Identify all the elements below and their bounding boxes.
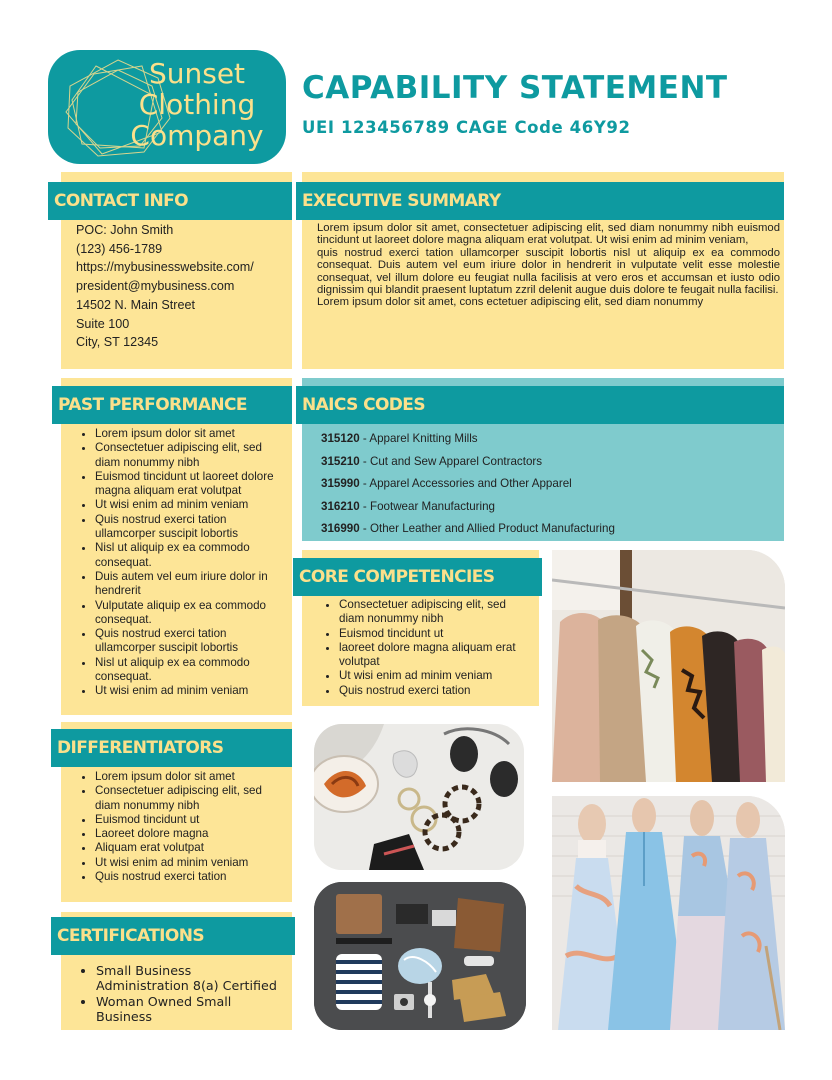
naics-heading: NAICS CODES	[296, 386, 784, 424]
dresses-photo	[552, 796, 785, 1030]
list-item: • Nisl ut aliquip ex ea commodo consequat.	[95, 541, 284, 570]
list-item: • Euismod tincidunt ut	[95, 813, 284, 827]
core-list	[320, 598, 532, 698]
naics-item	[321, 428, 615, 451]
list-item: • Ut wisi enim ad minim veniam	[95, 498, 284, 512]
core-list-wrap	[320, 598, 532, 698]
list-item: • Ut wisi enim ad minim veniam	[339, 669, 532, 683]
naics-label: - Apparel Knitting Mills	[359, 432, 478, 445]
past-performance-list	[76, 427, 284, 699]
contact-address-line-2: Suite 100	[76, 316, 130, 331]
list-item: • Vulputate aliquip ex ea commodo consequat.	[95, 599, 284, 628]
certifications-list	[78, 963, 288, 1024]
logo-line-1: Sunset	[148, 57, 246, 90]
list-item: • Quis nostrud exerci tation	[95, 870, 284, 884]
contact-poc: POC: John Smith	[76, 223, 174, 237]
past-performance-list-wrap	[76, 427, 284, 699]
certifications-list-wrap	[78, 963, 288, 1024]
contact-heading: CONTACT INFO	[48, 182, 292, 220]
list-item: • Laoreet dolore magna	[95, 827, 284, 841]
executive-summary-text	[317, 222, 780, 309]
dresses-image	[552, 796, 785, 1030]
logo-line-2: Clothing	[138, 88, 256, 121]
naics-list	[321, 428, 615, 541]
accessories-image	[314, 724, 524, 870]
list-item: • Consectetuer adipiscing elit, sed diam nonummy nibh	[339, 598, 532, 627]
naics-code: 316990	[321, 522, 360, 535]
naics-label: - Other Leather and Allied Product Manufacturing	[359, 522, 615, 535]
list-item: • Aliquam erat volutpat	[95, 841, 284, 855]
clothing-rack-image	[552, 550, 785, 782]
list-item: • Quis nostrud exerci tation	[339, 684, 532, 698]
company-logo	[48, 50, 286, 164]
list-item: • Small Business Administration 8(a) Certified	[96, 963, 288, 994]
list-item: • laoreet dolore magna aliquam erat volutpat	[339, 641, 532, 670]
executive-paragraph: quis nostrud exerci tation ullamcorper suscipit lobortis nisl ut aliquip ex ea commodo consequat. Duis autem vel eum iriure dolor in hendrerit in vulputate velit esse molestie consequat, vel illum dolore eu feugiat nulla facilisis at vero eros et accumsan et iusto odio dignissim qui blandit praesent luptatum zzril delenit augue duis dolore te feugait nulla facilisi.	[317, 246, 780, 297]
differentiators-list-wrap	[76, 770, 284, 884]
list-item: • Woman Owned Small Business	[96, 994, 288, 1025]
accessories-photo	[314, 724, 524, 870]
naics-code: 316210	[321, 499, 360, 513]
list-item: • Euismod tincidunt ut laoreet dolore magna aliquam erat volutpat	[95, 470, 284, 499]
logo-text	[112, 58, 282, 151]
naics-item	[321, 496, 615, 519]
list-item: • Quis nostrud exerci tation ullamcorper suscipit lobortis	[95, 627, 284, 656]
contact-details	[76, 221, 254, 352]
list-item: • Consectetuer adipiscing elit, sed diam nonummy nibh	[95, 441, 284, 470]
executive-paragraph: Lorem ipsum dolor sit amet, cons ectetuer adipiscing elit, sed diam nonummy	[317, 296, 704, 309]
list-item: • Duis autem vel eum iriure dolor in hendrerit	[95, 570, 284, 599]
logo-line-3: Company	[130, 119, 264, 152]
naics-code: 315990	[321, 477, 360, 490]
naics-label: - Apparel Accessories and Other Apparel	[359, 477, 572, 490]
certifications-heading: CERTIFICATIONS	[51, 917, 295, 955]
naics-item	[321, 451, 615, 474]
naics-item	[321, 518, 615, 541]
flatlay-photo	[314, 882, 526, 1030]
differentiators-list	[76, 770, 284, 884]
list-item: • Lorem ipsum dolor sit amet	[95, 427, 284, 441]
list-item: • Euismod tincidunt ut	[339, 627, 532, 641]
naics-code: 315210	[321, 454, 360, 468]
past-performance-heading: PAST PERFORMANCE	[52, 386, 292, 424]
contact-phone: (123) 456-1789	[76, 241, 163, 256]
list-item: • Ut wisi enim ad minim veniam	[95, 856, 284, 870]
flatlay-image	[314, 882, 526, 1030]
naics-code: 315120	[321, 432, 360, 445]
clothing-rack-photo	[552, 550, 785, 782]
executive-paragraph: Lorem ipsum dolor sit amet, consectetuer adipiscing elit, sed diam nonummy nibh euismod tincidunt ut laoreet dolore magna aliquam erat volutpat. Ut wisi enim ad minim veniam,	[317, 222, 780, 247]
list-item: • Consectetuer adipiscing elit, sed diam nonummy nibh	[95, 784, 284, 813]
list-item: • Lorem ipsum dolor sit amet	[95, 770, 284, 784]
executive-heading: EXECUTIVE SUMMARY	[296, 182, 784, 220]
list-item: • Nisl ut aliquip ex ea commodo consequat.	[95, 656, 284, 685]
differentiators-heading: DIFFERENTIATORS	[51, 729, 292, 767]
list-item: • Quis nostrud exerci tation ullamcorper suscipit lobortis	[95, 513, 284, 542]
naics-label: - Footwear Manufacturing	[359, 499, 496, 513]
page-title: CAPABILITY STATEMENT	[302, 70, 728, 106]
naics-label: - Cut and Sew Apparel Contractors	[359, 454, 543, 468]
core-heading: CORE COMPETENCIES	[293, 558, 542, 596]
contact-email-link[interactable]: president@mybusiness.com	[76, 279, 235, 294]
contact-website-link[interactable]: https://mybusinesswebsite.com/	[76, 260, 254, 275]
contact-address-line-1: 14502 N. Main Street	[76, 297, 196, 312]
page-subtitle: UEI 123456789 CAGE Code 46Y92	[302, 118, 631, 137]
contact-address-line-3: City, ST 12345	[76, 335, 159, 350]
list-item: • Ut wisi enim ad minim veniam	[95, 684, 284, 698]
naics-item	[321, 473, 615, 496]
